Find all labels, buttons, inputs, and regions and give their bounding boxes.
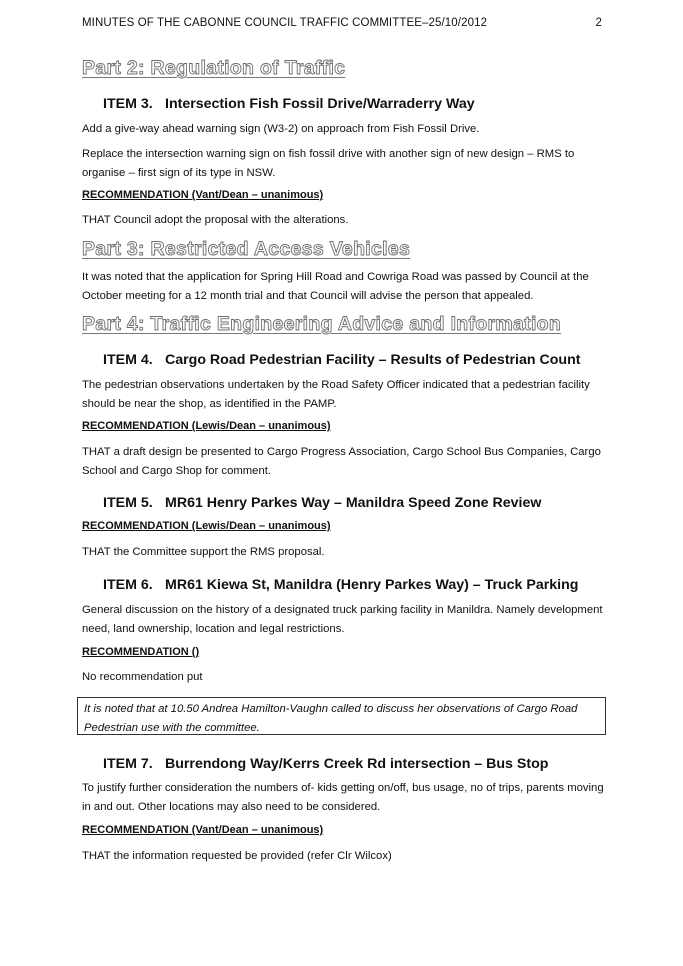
item-4-paragraph: The pedestrian observations undertaken by the Road Safety Officer indicated that a pedestrian facility should be near the shop, as identified in the PAMP.	[82, 379, 590, 410]
item-6-title: MR61 Kiewa St, Manildra (Henry Parkes Way) – Truck Parking	[165, 577, 579, 593]
item-3-number: ITEM 3.	[103, 96, 153, 112]
item-3-resolution: THAT Council adopt the proposal with the alterations.	[82, 214, 349, 226]
item-6-number: ITEM 6.	[103, 577, 153, 593]
item-5-heading	[103, 495, 541, 511]
item-7-paragraph: To justify further consideration the numbers of- kids getting on/off, bus usage, no of trips, parents moving in and out. Other locations may also need to be considered.	[82, 782, 604, 813]
item-7-number: ITEM 7.	[103, 756, 153, 772]
item-5-title: MR61 Henry Parkes Way – Manildra Speed Zone Review	[165, 495, 542, 511]
item-3-paragraph-1: Add a give-way ahead warning sign (W3-2) on approach from Fish Fossil Drive.	[82, 123, 480, 135]
page-header	[82, 17, 602, 29]
page-number: 2	[595, 17, 602, 29]
item-6-resolution: No recommendation put	[82, 671, 203, 683]
part-3-paragraph: It was noted that the application for Spring Hill Road and Cowriga Road was passed by Council at the October meeting for a 12 month trial and that Council will advise the person that appealed.	[82, 271, 589, 302]
item-6-note-box: It is noted that at 10.50 Andrea Hamilton-Vaughn called to discuss her observations of Cargo Road Pedestrian use with the committee.	[77, 697, 606, 735]
item-5-number: ITEM 5.	[103, 495, 153, 511]
item-4-resolution: THAT a draft design be presented to Cargo Progress Association, Cargo School Bus Companies, Cargo School and Cargo Shop for comment.	[82, 446, 601, 477]
item-6-heading	[103, 577, 578, 593]
part-2-heading: Part 2: Regulation of Traffic	[82, 57, 346, 79]
header-title: MINUTES OF THE CABONNE COUNCIL TRAFFIC COMMITTEE–25/10/2012	[82, 17, 488, 29]
item-7-heading	[103, 756, 548, 772]
item-5-recommendation: RECOMMENDATION (Lewis/Dean – unanimous)	[82, 520, 331, 532]
item-3-title: Intersection Fish Fossil Drive/Warraderry Way	[165, 96, 475, 112]
item-7-recommendation: RECOMMENDATION (Vant/Dean – unanimous)	[82, 824, 324, 836]
item-5-resolution: THAT the Committee support the RMS proposal.	[82, 546, 325, 558]
item-7-resolution: THAT the information requested be provided (refer Clr Wilcox)	[82, 850, 392, 862]
item-4-title: Cargo Road Pedestrian Facility – Results of Pedestrian Count	[165, 352, 581, 368]
item-3-heading	[103, 96, 475, 112]
item-4-number: ITEM 4.	[103, 352, 153, 368]
item-4-recommendation: RECOMMENDATION (Lewis/Dean – unanimous)	[82, 420, 331, 432]
item-3-paragraph-2: Replace the intersection warning sign on fish fossil drive with another sign of new design – RMS to organise – first sign of its type in NSW.	[82, 148, 575, 179]
part-3-heading: Part 3: Restricted Access Vehicles	[82, 238, 411, 260]
item-6-paragraph: General discussion on the history of a designated truck parking facility in Manildra. Namely development need, land ownership, location and legal restrictions.	[82, 604, 603, 635]
item-4-heading	[103, 352, 580, 368]
item-7-title: Burrendong Way/Kerrs Creek Rd intersection – Bus Stop	[165, 756, 549, 772]
part-4-heading: Part 4: Traffic Engineering Advice and Information	[82, 313, 562, 335]
item-6-recommendation: RECOMMENDATION ()	[82, 646, 200, 658]
item-3-recommendation: RECOMMENDATION (Vant/Dean – unanimous)	[82, 189, 324, 201]
